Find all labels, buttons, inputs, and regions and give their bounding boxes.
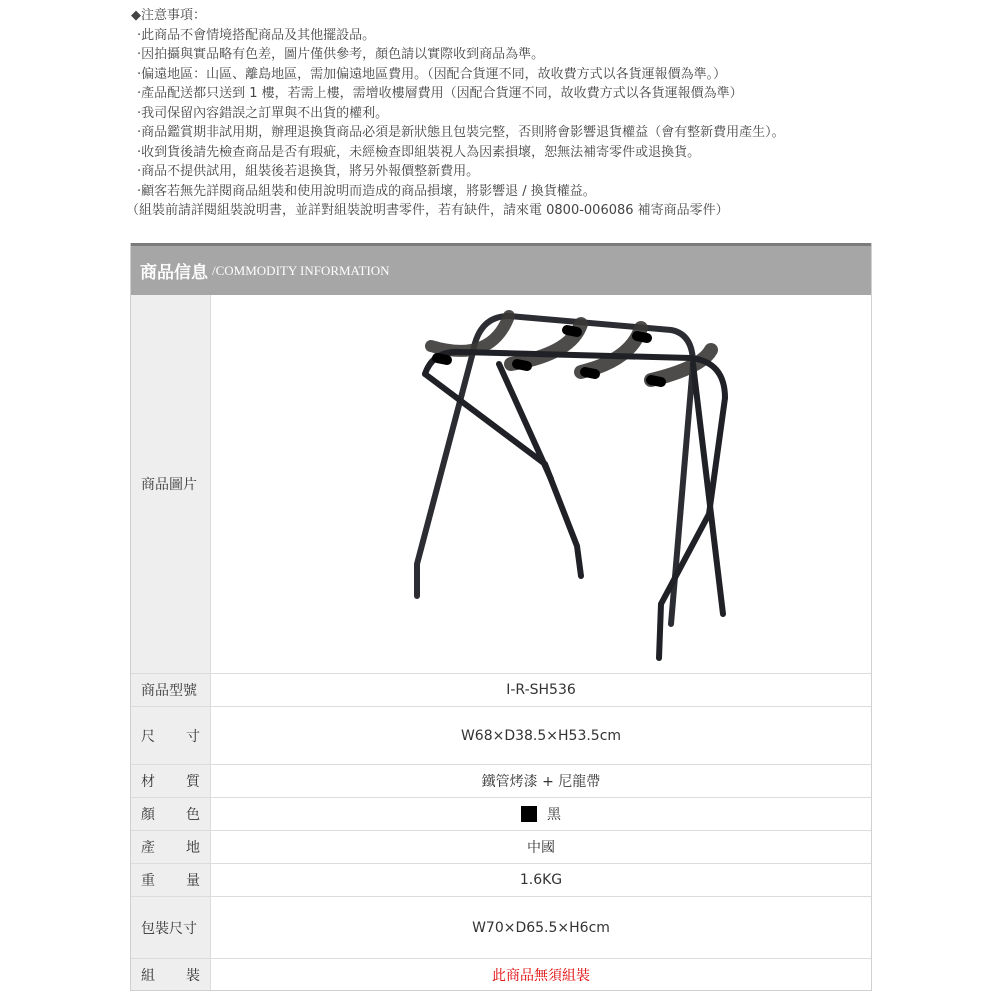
- origin-label-b: 地: [186, 840, 200, 856]
- notice-item: ‧因拍攝與實品略有色差，圖片僅供參考，顏色請以實際收到商品為準。: [137, 47, 545, 62]
- luggage-rack-image: [341, 294, 741, 674]
- row-weight: [131, 863, 871, 896]
- color-label-a: 顏: [141, 807, 155, 823]
- row-assembly: [131, 958, 871, 990]
- header-title-en: /COMMODITY INFORMATION: [212, 262, 390, 278]
- row-origin: [131, 830, 871, 863]
- assembly-value: 此商品無須組裝: [492, 967, 590, 984]
- color-label: [131, 798, 211, 830]
- product-photo-cell: [211, 295, 871, 673]
- material-label-b: 質: [186, 774, 200, 790]
- commodity-info-table: [130, 243, 872, 991]
- notice-item: ‧商品鑑賞期非試用期，辦理退換貨商品必須是新狀態且包裝完整，否則將會影響退貨權益（會有整新費用產生）。: [137, 125, 785, 140]
- origin-label-a: 產: [141, 840, 155, 856]
- notice-heading: ◆注意事項：: [131, 8, 206, 23]
- material-label-a: 材: [141, 774, 155, 790]
- row-model: [131, 673, 871, 706]
- package-value: W70×D65.5×H6cm: [472, 919, 610, 936]
- notice-item: ‧顧客若無先詳閱商品組裝和使用說明而造成的商品損壞，將影響退 / 換貨權益。: [137, 183, 596, 199]
- notice-item: ‧我司保留內容錯誤之訂單與不出貨的權利。: [137, 105, 389, 121]
- color-label-b: 色: [186, 807, 200, 823]
- notice-item: ‧偏遠地區：山區、離島地區，需加偏遠地區費用。（因配合貨運不同，故收費方式以各貨運報價為準。）: [137, 66, 727, 82]
- row-material: [131, 764, 871, 797]
- commodity-info-header: [131, 243, 871, 295]
- assembly-label: [131, 959, 211, 990]
- assembly-label-a: 組: [141, 967, 155, 984]
- origin-value: 中國: [527, 840, 555, 856]
- notice-item: ‧產品配送都只送到 1 樓，若需上樓，需增收樓層費用（因配合貨運不同，故收費方式以各貨運報價為準）: [137, 86, 743, 101]
- photo-label: 商品圖片: [131, 295, 211, 673]
- origin-label: [131, 831, 211, 863]
- notice-item: ‧收到貨後請先檢查商品是否有瑕疵，未經檢查即組裝視人為因素損壞，恕無法補寄零件或退換貨。: [137, 144, 701, 160]
- notice-item: ‧商品不提供試用，組裝後若退換貨，將另外報價整新費用。: [137, 164, 480, 179]
- material-value: 鐵管烤漆 + 尼龍帶: [481, 774, 601, 790]
- size-label: [131, 707, 211, 764]
- material-label: [131, 765, 211, 797]
- header-title-zh: 商品信息: [140, 263, 208, 283]
- weight-label-b: 量: [186, 873, 200, 889]
- color-value: 黑: [547, 807, 561, 823]
- notice-footer: （組裝前請詳閱組裝說明書，並詳對組裝說明書零件，若有缺件，請來電 0800-006086 補寄商品零件）: [126, 203, 729, 218]
- row-size: [131, 706, 871, 764]
- row-photo: [131, 295, 871, 673]
- color-value-cell: [211, 798, 871, 830]
- row-color: [131, 797, 871, 830]
- model-label: 商品型號: [131, 674, 211, 706]
- row-package: [131, 896, 871, 958]
- notice-item: ‧此商品不會情境搭配商品及其他擺設品。: [137, 27, 376, 43]
- color-swatch: [521, 806, 537, 822]
- weight-value: 1.6KG: [519, 872, 563, 888]
- assembly-label-b: 裝: [186, 967, 200, 984]
- size-label-a: 尺: [141, 728, 155, 745]
- notice-section: [126, 6, 871, 221]
- model-value: I-R-SH536: [506, 682, 576, 698]
- size-label-b: 寸: [186, 728, 200, 745]
- size-value: W68×D38.5×H53.5cm: [460, 727, 622, 744]
- weight-label-a: 重: [141, 873, 155, 889]
- package-label: 包裝尺寸: [131, 897, 211, 958]
- weight-label: [131, 864, 211, 896]
